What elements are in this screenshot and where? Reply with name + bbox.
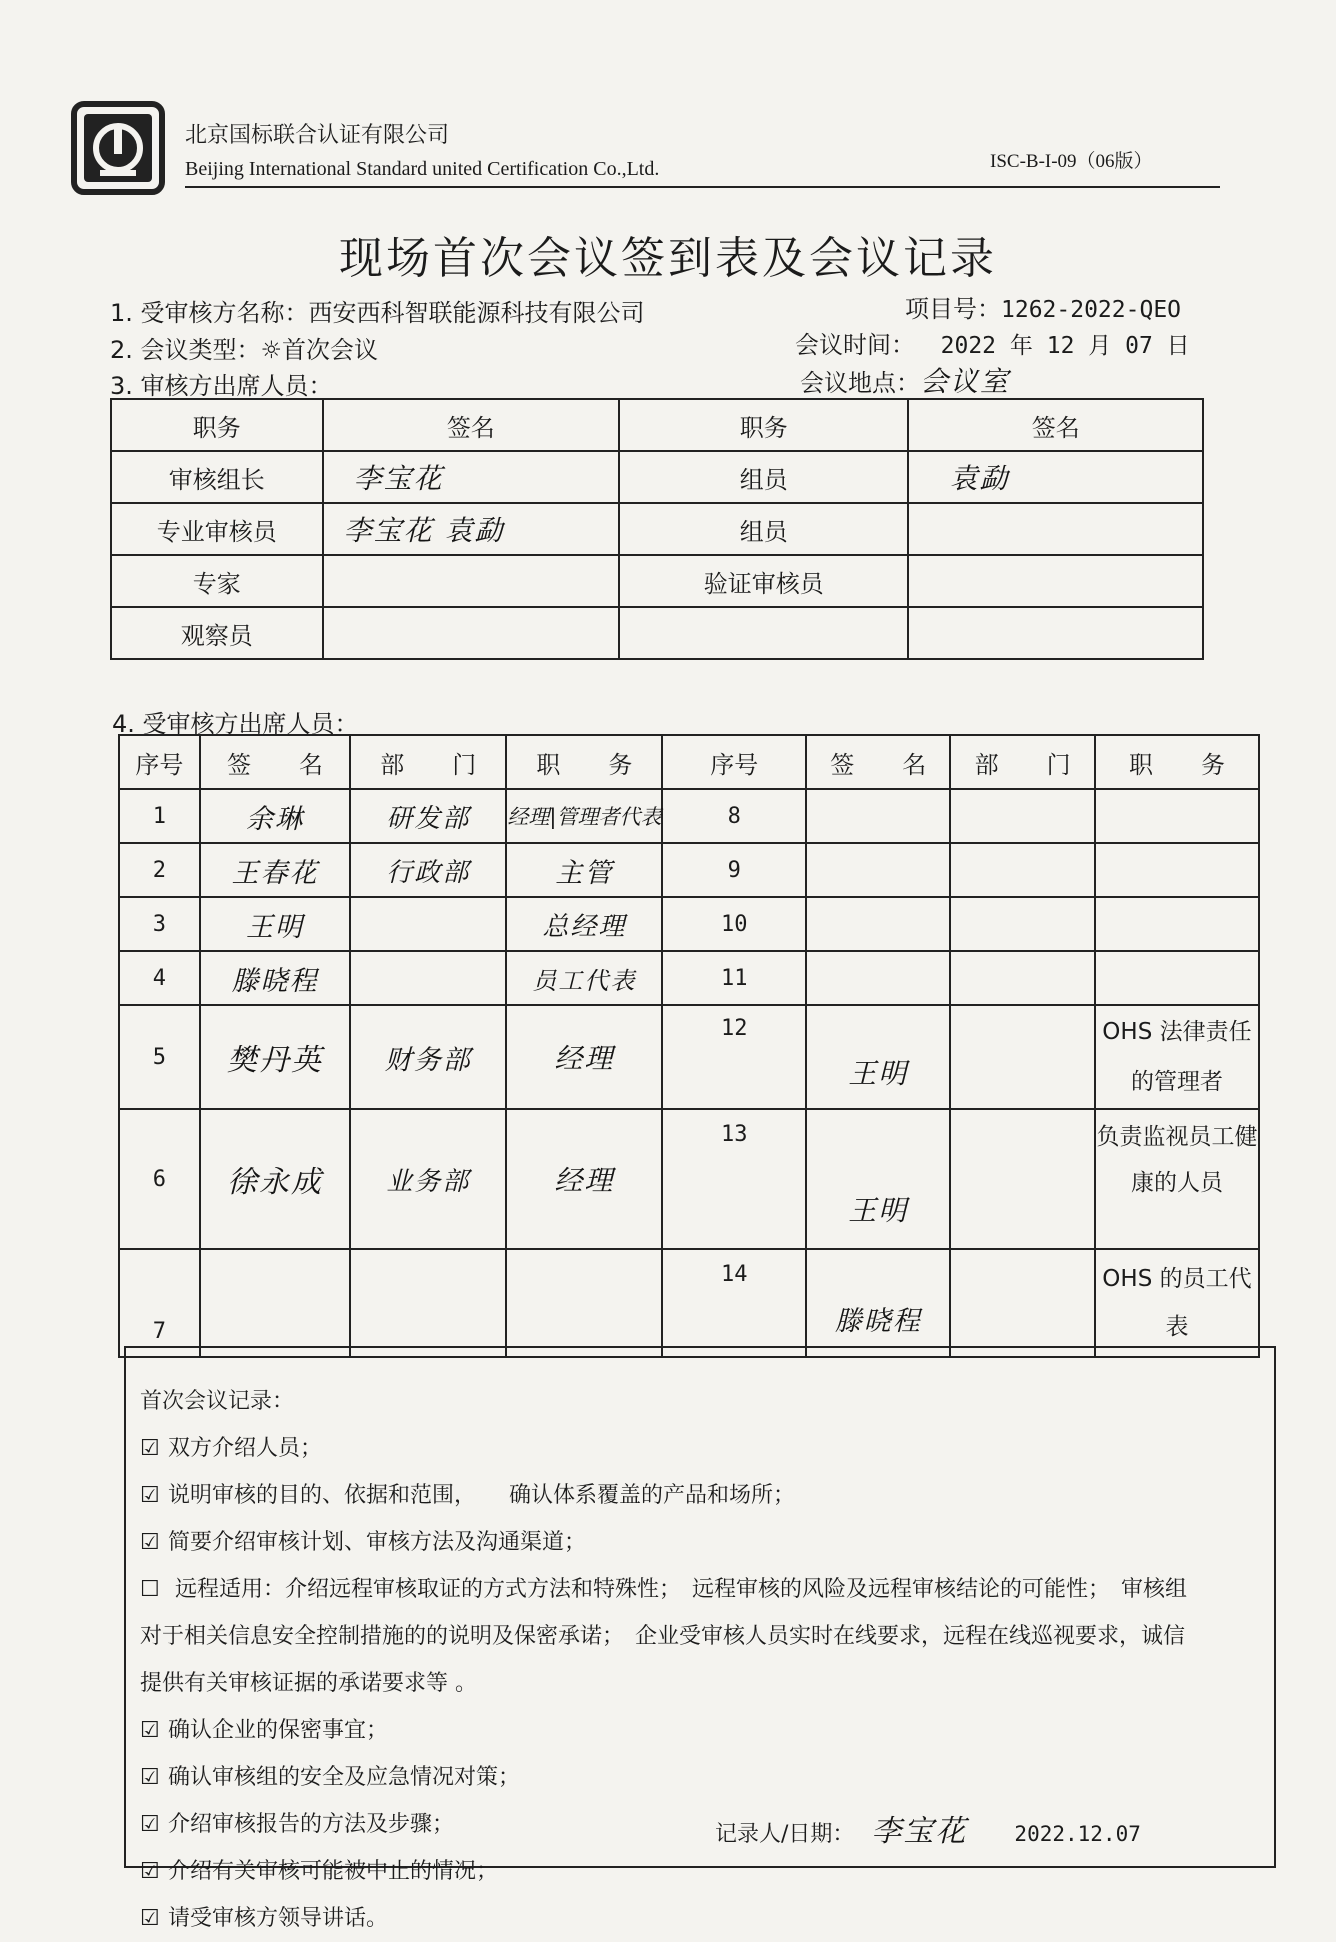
form-code: ISC-B-I-09（06版）: [990, 151, 1153, 172]
seq-cell: 6: [119, 1109, 200, 1249]
checkbox-icon: ☐: [140, 1577, 160, 1602]
seq-cell: 12: [662, 1005, 806, 1109]
signature-cell: [908, 503, 1203, 555]
header-cell: 部 门: [350, 735, 506, 789]
position-cell: 负责监视员工健康的人员: [1095, 1109, 1259, 1249]
recorder-signature: 李宝花: [871, 1814, 968, 1849]
header-divider: [185, 186, 1220, 188]
meeting-type-label: 2. 会议类型：: [110, 336, 261, 364]
header-cell: 序号: [119, 735, 200, 789]
table-row: [119, 897, 1259, 951]
role-cell: 组员: [619, 503, 908, 555]
record-item: [140, 1472, 1265, 1519]
record-item-text: 确认企业的保密事宜；: [168, 1718, 389, 1743]
seq-cell: 11: [662, 951, 806, 1005]
signature-cell: [200, 1249, 350, 1357]
company-name-en: Beijing International Standard united Certification Co.,Ltd.: [185, 158, 660, 180]
project-label: 项目号：: [905, 295, 1001, 323]
table-row: [111, 503, 1203, 555]
signature-cell: 李宝花: [323, 451, 619, 503]
signature-cell: [908, 555, 1203, 607]
position-cell: OHS 的员工代表: [1095, 1249, 1259, 1357]
record-item-text: 远程适用：介绍远程审核取证的方式方法和特殊性； 远程审核的风险及远程审核结论的可能性； 审核组: [168, 1577, 1187, 1602]
table-header-row: [119, 735, 1259, 789]
checked-box-icon: ☑: [140, 1436, 160, 1461]
seq-cell: 1: [119, 789, 200, 843]
position-cell: 主管: [506, 843, 662, 897]
role-cell: 审核组长: [111, 451, 323, 503]
auditee-attendees-table: [118, 734, 1260, 1358]
signature-cell: [806, 951, 950, 1005]
record-item-text: 对于相关信息安全控制措施的的说明及保密承诺； 企业受审核人员实时在线要求，远程在线巡视要求，诚信: [140, 1624, 1186, 1649]
signature-cell: 滕晓程: [806, 1249, 950, 1357]
seq-cell: 9: [662, 843, 806, 897]
seq-cell: 10: [662, 897, 806, 951]
record-item-text: 双方介绍人员；: [168, 1436, 323, 1461]
record-item: [140, 1613, 1265, 1660]
checked-box-icon: ☑: [140, 1906, 160, 1931]
role-cell: [619, 607, 908, 659]
table-row: [111, 451, 1203, 503]
seq-cell: 14: [662, 1249, 806, 1357]
position-cell: OHS 法律责任的管理者: [1095, 1005, 1259, 1109]
department-cell: [950, 843, 1094, 897]
department-cell: [950, 789, 1094, 843]
checked-box-icon: ☑: [140, 1765, 160, 1790]
audit-team-table: [110, 398, 1204, 660]
role-cell: 验证审核员: [619, 555, 908, 607]
signature-cell: 王明: [200, 897, 350, 951]
meeting-type-line: [110, 330, 378, 365]
meeting-location-line: [800, 360, 1010, 400]
auditee-label: 1. 受审核方名称：: [110, 299, 309, 327]
department-cell: 业务部: [350, 1109, 506, 1249]
meeting-time-line: [795, 325, 1190, 360]
checked-box-icon: ☑: [140, 1530, 160, 1555]
seq-cell: 8: [662, 789, 806, 843]
table-row: [119, 789, 1259, 843]
table-row: [111, 607, 1203, 659]
seq-cell: 3: [119, 897, 200, 951]
position-cell: [1095, 897, 1259, 951]
signature-cell: [806, 843, 950, 897]
record-title: 首次会议记录：: [140, 1389, 295, 1414]
record-item: [140, 1660, 1265, 1707]
department-cell: [950, 897, 1094, 951]
signature-cell: 滕晓程: [200, 951, 350, 1005]
record-item: [140, 1519, 1265, 1566]
signature-cell: 王明: [806, 1109, 950, 1249]
position-cell: [1095, 789, 1259, 843]
auditee-name-line: [110, 293, 645, 328]
header-cell: 签名: [323, 399, 619, 451]
page-title: 现场首次会议签到表及会议记录: [339, 233, 997, 284]
role-cell: 观察员: [111, 607, 323, 659]
project-value: 1262-2022-QEO: [1001, 297, 1182, 323]
record-item-text: 介绍有关审核可能被中止的情况；: [168, 1859, 499, 1884]
record-item: [140, 1707, 1265, 1754]
meeting-time-label: 会议时间：: [795, 331, 915, 359]
position-cell: 总经理: [506, 897, 662, 951]
position-cell: [1095, 951, 1259, 1005]
position-cell: [506, 1249, 662, 1357]
record-item-text: 介绍审核报告的方法及步骤；: [168, 1812, 455, 1837]
table-row: [119, 1005, 1259, 1109]
auditor-attendees-label: 3. 审核方出席人员：: [110, 372, 333, 400]
table-row: [119, 951, 1259, 1005]
checked-box-icon: ☑: [140, 1483, 160, 1508]
checked-box-icon: ☑: [140, 1812, 160, 1837]
record-item: [140, 1895, 1265, 1942]
table-row: [111, 555, 1203, 607]
header-cell: 职务: [111, 399, 323, 451]
checked-box-icon: ☑: [140, 1859, 160, 1884]
record-item: [140, 1566, 1265, 1613]
header-cell: 职 务: [1095, 735, 1259, 789]
position-cell: 经理: [506, 1005, 662, 1109]
record-date: 2022.12.07: [1014, 1822, 1141, 1846]
position-cell: 经理: [506, 1109, 662, 1249]
signature-cell: [323, 607, 619, 659]
signature-cell: 王明: [806, 1005, 950, 1109]
role-cell: 组员: [619, 451, 908, 503]
auditee-attendees-label: 4. 受审核方出席人员：: [112, 710, 359, 738]
header-cell: 部 门: [950, 735, 1094, 789]
header-cell: 序号: [662, 735, 806, 789]
seq-cell: 2: [119, 843, 200, 897]
table-row: [119, 843, 1259, 897]
project-number-line: [905, 289, 1181, 324]
meeting-record-content: [140, 1378, 1265, 1942]
signature-cell: [323, 555, 619, 607]
signature-cell: 李宝花 袁勐: [323, 503, 619, 555]
signature-cell: 樊丹英: [200, 1005, 350, 1109]
header-cell: 签 名: [200, 735, 350, 789]
department-cell: [950, 1249, 1094, 1357]
location-label: 会议地点：: [800, 369, 920, 397]
signature-cell: 王春花: [200, 843, 350, 897]
role-cell: 专业审核员: [111, 503, 323, 555]
auditee-value: 西安西科智联能源科技有限公司: [308, 299, 645, 327]
position-cell: 经理|管理者代表: [506, 789, 662, 843]
seq-cell: 4: [119, 951, 200, 1005]
signature-cell: [908, 607, 1203, 659]
department-cell: 财务部: [350, 1005, 506, 1109]
department-cell: 行政部: [350, 843, 506, 897]
record-item-text: 请受审核方领导讲话。: [168, 1906, 389, 1931]
record-item-text: 简要介绍审核计划、审核方法及沟通渠道；: [168, 1530, 587, 1555]
header-cell: 职务: [619, 399, 908, 451]
header-cell: 职 务: [506, 735, 662, 789]
department-cell: [950, 1005, 1094, 1109]
position-cell: [1095, 843, 1259, 897]
table-row: [119, 1109, 1259, 1249]
record-items: [140, 1425, 1265, 1942]
record-item-text: 确认审核组的安全及应急情况对策；: [168, 1765, 521, 1790]
seq-cell: 5: [119, 1005, 200, 1109]
signature-cell: 余琳: [200, 789, 350, 843]
record-item: [140, 1425, 1265, 1472]
table-header-row: [111, 399, 1203, 451]
signature-cell: 徐永成: [200, 1109, 350, 1249]
signature-cell: [806, 897, 950, 951]
signature-cell: 袁勐: [908, 451, 1203, 503]
table-row: [119, 1249, 1259, 1357]
department-cell: [350, 951, 506, 1005]
department-cell: [950, 1109, 1094, 1249]
role-cell: 专家: [111, 555, 323, 607]
record-item-text: 说明审核的目的、依据和范围， 确认体系覆盖的产品和场所；: [168, 1483, 796, 1508]
department-cell: [350, 897, 506, 951]
department-cell: 研发部: [350, 789, 506, 843]
signature-cell: [806, 789, 950, 843]
company-logo: [70, 100, 166, 196]
meeting-time-value: 2022 年 12 月 07 日: [940, 333, 1190, 359]
header-cell: 签 名: [806, 735, 950, 789]
department-cell: [350, 1249, 506, 1357]
position-cell: 员工代表: [506, 951, 662, 1005]
header-cell: 签名: [908, 399, 1203, 451]
record-item: [140, 1754, 1265, 1801]
location-value: 会议室: [920, 365, 1011, 398]
meeting-type-value: ☼首次会议: [260, 336, 379, 364]
department-cell: [950, 951, 1094, 1005]
company-name-cn: 北京国标联合认证有限公司: [185, 123, 450, 148]
record-item-text: 提供有关审核证据的承诺要求等 。: [140, 1671, 477, 1696]
record-item: [140, 1848, 1265, 1895]
seq-cell: 7: [119, 1249, 200, 1357]
recorder-line: [715, 1806, 1141, 1850]
seq-cell: 13: [662, 1109, 806, 1249]
recorder-label: 记录人/日期：: [715, 1822, 855, 1847]
checked-box-icon: ☑: [140, 1718, 160, 1743]
